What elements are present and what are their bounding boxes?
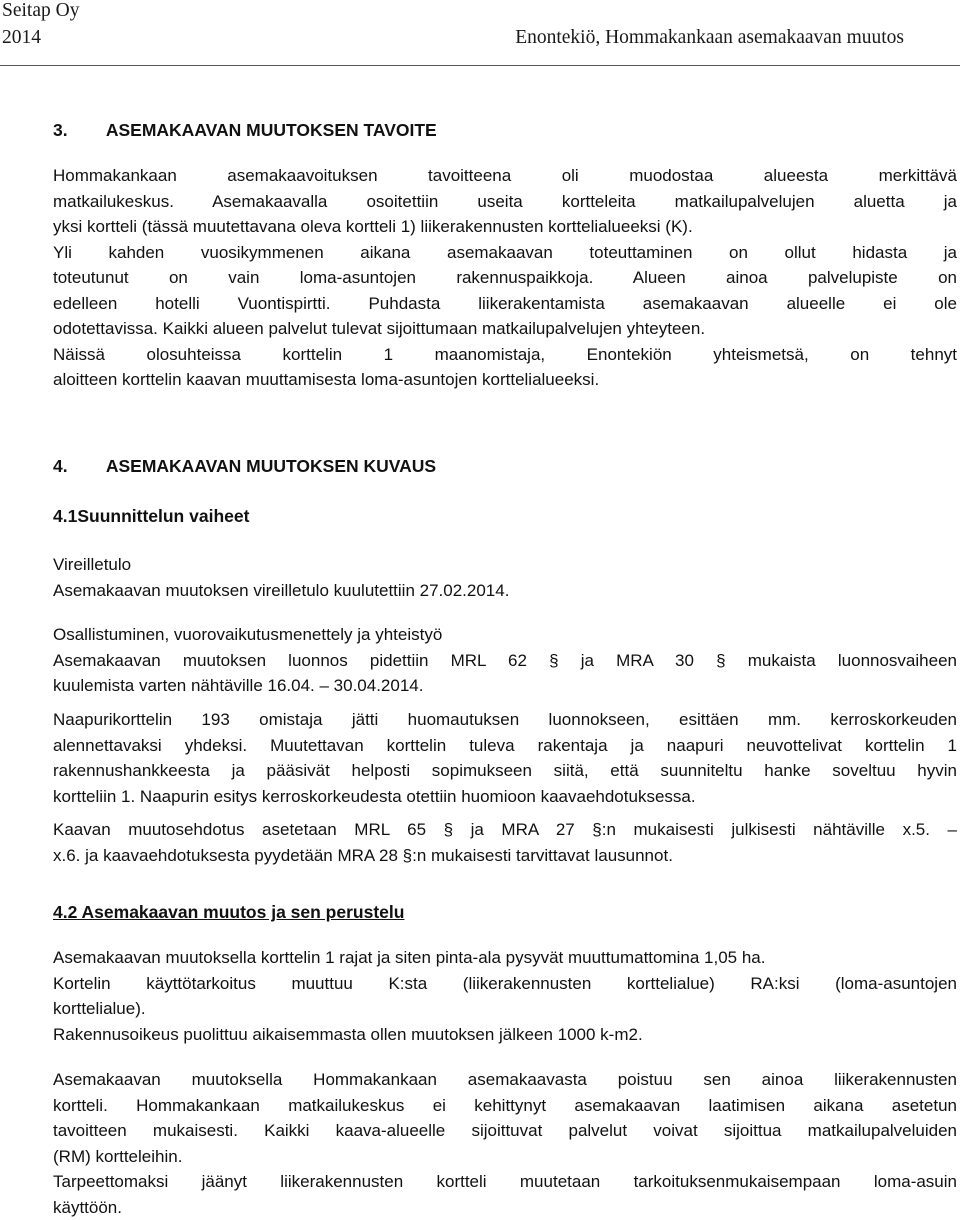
- text-line: aloitteen korttelin kaavan muuttamisesta loma-asuntojen korttelialueeksi.: [53, 367, 957, 393]
- text-line: Kortelin käyttötarkoitus muuttuu K:sta (liikerakennusten korttelialue) RA:ksi (loma-asuntojen: [53, 971, 957, 997]
- section-3-heading: 3. ASEMAKAAVAN MUUTOKSEN TAVOITE: [53, 120, 437, 141]
- document-title: Enontekiö, Hommakankaan asemakaavan muutos: [515, 27, 904, 49]
- text-line: odotettavissa. Kaikki alueen palvelut tulevat sijoittumaan matkailupalvelujen yhteyteen.: [53, 316, 957, 342]
- section-3-body: [53, 163, 957, 393]
- subsection-4-1-heading: 4.1Suunnittelun vaiheet: [53, 506, 249, 527]
- page-header: [0, 0, 960, 66]
- osallistuminen-block: [53, 622, 957, 699]
- text-line: edelleen hotelli Vuontispirtti. Puhdasta liikerakentamista asemakaavan alueelle ei ole: [53, 291, 957, 317]
- vireilletulo-block: [53, 552, 957, 603]
- poistuu-block: [53, 1067, 957, 1220]
- subsection-4-2-heading: 4.2 Asemakaavan muutos ja sen perustelu: [53, 902, 404, 923]
- vireilletulo-text: Asemakaavan muutoksen vireilletulo kuulutettiin 27.02.2014.: [53, 578, 957, 604]
- text-line: tavoitteen mukaisesti. Kaikki kaava-alueelle sijoittuvat palvelut voivat sijoittua matkailupalveluiden: [53, 1118, 957, 1144]
- text-line: Kaavan muutosehdotus asetetaan MRL 65 § ja MRA 27 §:n mukaisesti julkisesti nähtäville x.5. –: [53, 817, 957, 843]
- text-line: Asemakaavan muutoksen luonnos pidettiin MRL 62 § ja MRA 30 § mukaista luonnosvaiheen: [53, 648, 957, 674]
- perustelu-block: [53, 945, 957, 1047]
- text-line: Asemakaavan muutoksella Hommakankaan asemakaavasta poistuu sen ainoa liikerakennusten: [53, 1067, 957, 1093]
- ehdotus-block: [53, 817, 957, 868]
- company-name: Seitap Oy: [2, 0, 79, 22]
- header-year: 2014: [2, 27, 41, 49]
- text-line: (RM) kortteleihin.: [53, 1144, 957, 1170]
- osallistuminen-title: Osallistuminen, vuorovaikutusmenettely ja yhteistyö: [53, 622, 957, 648]
- text-line: toteutunut on vain loma-asuntojen rakennuspaikkoja. Alueen ainoa palvelupiste on: [53, 265, 957, 291]
- naapuri-block: [53, 707, 957, 809]
- text-line: kortteliin 1. Naapurin esitys kerroskorkeudesta otettiin huomioon kaavaehdotuksessa.: [53, 784, 957, 810]
- text-line: kortteli. Hommakankaan matkailukeskus ei kehittynyt asemakaavan laatimisen aikana asetetun: [53, 1093, 957, 1119]
- text-line: matkailukeskus. Asemakaavalla osoitettiin useita kortteleita matkailupalvelujen aluetta ja: [53, 189, 957, 215]
- text-line: x.6. ja kaavaehdotuksesta pyydetään MRA 28 §:n mukaisesti tarvittavat lausunnot.: [53, 843, 957, 869]
- text-line: Naapurikorttelin 193 omistaja jätti huomautuksen luonnokseen, esittäen mm. kerroskorkeuden: [53, 707, 957, 733]
- text-line: Yli kahden vuosikymmenen aikana asemakaavan toteuttaminen on ollut hidasta ja: [53, 240, 957, 266]
- text-line: käyttöön.: [53, 1195, 957, 1220]
- text-line: rakennushankkeesta ja pääsivät helposti sopimukseen siitä, että suunniteltu hanke soveltuu hyvin: [53, 758, 957, 784]
- header-rule: [0, 65, 960, 66]
- text-line: yksi kortteli (tässä muutettavana oleva kortteli 1) liikerakennusten korttelialueeksi (K).: [53, 214, 957, 240]
- text-line: alennettavaksi yhdeksi. Muutettavan korttelin tuleva rakentaja ja naapuri neuvottelivat korttelin 1: [53, 733, 957, 759]
- text-line: korttelialue).: [53, 996, 957, 1022]
- text-line: Näissä olosuhteissa korttelin 1 maanomistaja, Enontekiön yhteismetsä, on tehnyt: [53, 342, 957, 368]
- text-line: Hommakankaan asemakaavoituksen tavoitteena oli muodostaa alueesta merkittävä: [53, 163, 957, 189]
- text-line: Asemakaavan muutoksella korttelin 1 rajat ja siten pinta-ala pysyvät muuttumattomina 1,05 ha.: [53, 945, 957, 971]
- text-line: Tarpeettomaksi jäänyt liikerakennusten kortteli muutetaan tarkoituksenmukaisempaan loma-asuin: [53, 1169, 957, 1195]
- vireilletulo-title: Vireilletulo: [53, 552, 957, 578]
- section-4-heading: 4. ASEMAKAAVAN MUUTOKSEN KUVAUS: [53, 456, 436, 477]
- text-line: kuulemista varten nähtäville 16.04. – 30.04.2014.: [53, 673, 957, 699]
- text-line: Rakennusoikeus puolittuu aikaisemmasta ollen muutoksen jälkeen 1000 k-m2.: [53, 1022, 957, 1048]
